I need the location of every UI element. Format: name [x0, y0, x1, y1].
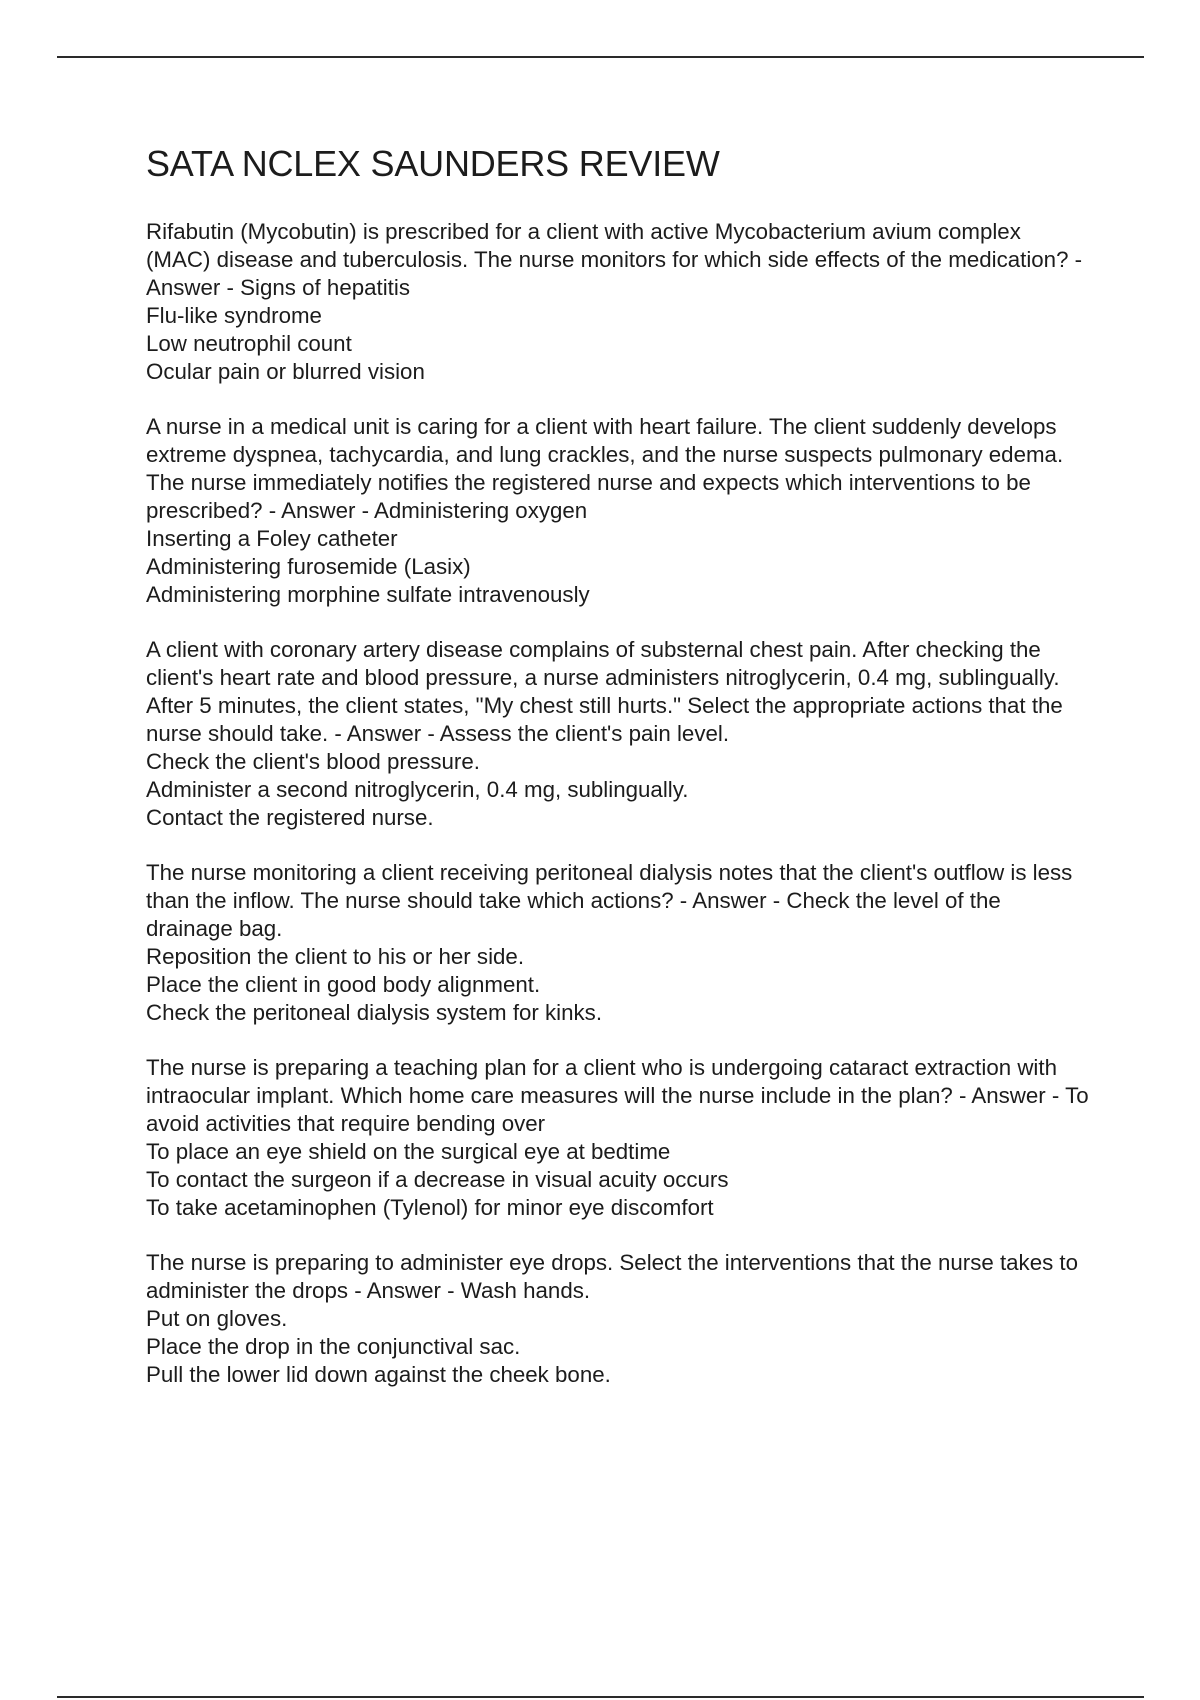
- answer-line: Check the client's blood pressure.: [146, 749, 480, 774]
- page-title: SATA NCLEX SAUNDERS REVIEW: [146, 143, 720, 184]
- answer-line: Ocular pain or blurred vision: [146, 359, 425, 384]
- document-body: [146, 140, 1091, 1416]
- answer-line: To take acetaminophen (Tylenol) for minor eye discomfort: [146, 1195, 714, 1220]
- answer-line: Contact the registered nurse.: [146, 805, 434, 830]
- answer-line: Administering furosemide (Lasix): [146, 554, 471, 579]
- qa-item: [146, 859, 1091, 1027]
- top-divider: [57, 56, 1144, 58]
- qa-item: [146, 1249, 1091, 1389]
- answer-line: To contact the surgeon if a decrease in visual acuity occurs: [146, 1167, 729, 1192]
- qa-item: [146, 1054, 1091, 1222]
- question-text: Rifabutin (Mycobutin) is prescribed for a client with active Mycobacterium avium complex (MAC) disease and tuberculosis. The nurse monitors for which side effects of the medication? - Answer - Signs of hepatitis: [146, 219, 1083, 300]
- answer-line: Reposition the client to his or her side.: [146, 944, 525, 969]
- answer-line: Put on gloves.: [146, 1306, 288, 1331]
- answer-line: Administering morphine sulfate intravenously: [146, 582, 590, 607]
- answer-line: To place an eye shield on the surgical eye at bedtime: [146, 1139, 671, 1164]
- answer-line: Flu-like syndrome: [146, 303, 322, 328]
- answer-line: Place the drop in the conjunctival sac.: [146, 1334, 521, 1359]
- question-text: The nurse is preparing to administer eye drops. Select the interventions that the nurse takes to administer the drops - Answer - Wash hands.: [146, 1250, 1079, 1303]
- question-text: A client with coronary artery disease complains of substernal chest pain. After checking the client's heart rate and blood pressure, a nurse administers nitroglycerin, 0.4 mg, sublingually. After 5 minutes, the client states, "My chest still hurts." Select the appropriate actions that the nurse should take. - Answer - Assess the client's pain level.: [146, 637, 1063, 746]
- answer-line: Administer a second nitroglycerin, 0.4 mg, sublingually.: [146, 777, 689, 802]
- answer-line: Check the peritoneal dialysis system for kinks.: [146, 1000, 603, 1025]
- qa-item: [146, 218, 1091, 386]
- question-text: The nurse is preparing a teaching plan for a client who is undergoing cataract extraction with intraocular implant. Which home care measures will the nurse include in the plan? - Answer - To avoid activities that require bending over: [146, 1055, 1089, 1136]
- question-text: A nurse in a medical unit is caring for a client with heart failure. The client suddenly develops extreme dyspnea, tachycardia, and lung crackles, and the nurse suspects pulmonary edema. The nurse immediately notifies the registered nurse and expects which interventions to be prescribed? - Answer - Administering oxygen: [146, 414, 1064, 523]
- answer-line: Place the client in good body alignment.: [146, 972, 541, 997]
- qa-item: [146, 413, 1091, 609]
- answer-line: Pull the lower lid down against the cheek bone.: [146, 1362, 611, 1387]
- answer-line: Low neutrophil count: [146, 331, 352, 356]
- question-text: The nurse monitoring a client receiving peritoneal dialysis notes that the client's outflow is less than the inflow. The nurse should take which actions? - Answer - Check the level of the drainage bag.: [146, 860, 1073, 941]
- qa-item: [146, 636, 1091, 832]
- answer-line: Inserting a Foley catheter: [146, 526, 398, 551]
- bottom-divider: [57, 1696, 1144, 1698]
